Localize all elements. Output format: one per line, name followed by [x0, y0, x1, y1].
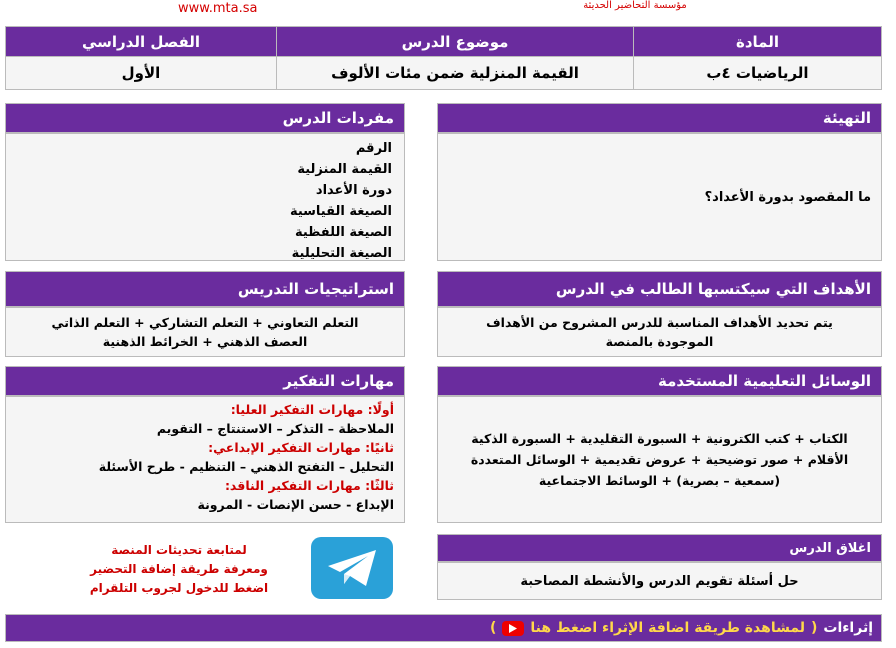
vocab-item: القيمة المنزلية [297, 162, 392, 177]
telegram-icon[interactable] [311, 537, 393, 599]
vocab-item: الصيغة اللفظية [294, 225, 392, 240]
thinking-text: الملاحظة – التذكر – الاستنتاج – التقويم [156, 421, 394, 436]
vocab-title: مفردات الدرس [5, 103, 405, 133]
goals-title: الأهداف التي سيكتسبها الطالب في الدرس [437, 271, 882, 307]
warmup-title: التهيئة [437, 103, 882, 133]
org-name: مؤسسة التحاضير الحديثة [583, 0, 687, 11]
term-value: الأول [5, 56, 277, 90]
tools-title: الوسائل التعليمية المستخدمة [437, 366, 882, 396]
topic-value: القيمة المنزلية ضمن مئات الألوف [276, 56, 634, 90]
enrichment-close-paren: ) [490, 620, 497, 636]
goals-body [437, 307, 882, 357]
enrichment-open-paren: ( [811, 620, 818, 636]
thinking-text: الإبداع - حسن الإنصات - المرونة [197, 497, 394, 512]
vocab-item: الصيغة التحليلية [291, 246, 392, 261]
thinking-heading: ثالثًا: مهارات التفكير الناقد: [224, 478, 394, 493]
site-url[interactable]: www.mta.sa [178, 1, 258, 16]
thinking-heading: أولًا: مهارات التفكير العليا: [230, 402, 394, 417]
paper-plane-icon [324, 546, 380, 590]
strategies-body [5, 307, 405, 357]
thinking-heading: ثانيًا: مهارات التفكير الإبداعي: [208, 440, 394, 455]
strategies-title: استراتيجيات التدريس [5, 271, 405, 307]
strategies-line: العصف الذهني + الخرائط الذهنية [102, 334, 308, 349]
thinking-body [5, 396, 405, 523]
vocab-item: دورة الأعداد [315, 183, 392, 198]
vocab-item: الرقم [355, 141, 392, 156]
tools-text: الكتاب + كتب الكترونية + السبورة التقليدية + السبورة الذكية الأقلام + صور توضيحية + عروض تقديمية + الوسائل المتعددة (سمعية – بصرية) + الوسائط الاجتماعية [470, 431, 849, 488]
term-header: الفصل الدراسي [5, 26, 277, 57]
youtube-icon[interactable] [502, 621, 524, 636]
vocab-body [5, 133, 405, 261]
closing-title: اغلاق الدرس [437, 534, 882, 562]
telegram-line: اضغط للدخول لجروب التلقرام [89, 580, 269, 595]
subject-value: الرياضيات ٤ب [633, 56, 882, 90]
tools-body [437, 396, 882, 523]
goals-text: يتم تحديد الأهداف المناسبة للدرس المشروح من الأهداف الموجودة بالمنصة [486, 315, 833, 349]
topic-header: موضوع الدرس [276, 26, 634, 57]
thinking-title: مهارات التفكير [5, 366, 405, 396]
telegram-line: لمتابعة تحديثات المنصة [111, 542, 247, 557]
subject-header: المادة [633, 26, 882, 57]
vocab-item: الصيغة القياسية [289, 204, 392, 219]
telegram-line: ومعرفة طريقة إضافة التحضير [90, 561, 268, 576]
warmup-body [437, 133, 882, 261]
thinking-text: التحليل – التفتح الذهني – التنظيم - طرح الأسئلة [98, 459, 394, 474]
closing-body [437, 562, 882, 600]
strategies-line: التعلم التعاوني + التعلم التشاركي + التعلم الذاتي [51, 315, 359, 330]
enrichment-link[interactable]: لمشاهدة طريقة اضافة الإثراء اضغط هنا [530, 620, 805, 636]
enrichment-label: إثراءات [823, 620, 873, 636]
closing-text: حل أسئلة تقويم الدرس والأنشطة المصاحبة [520, 573, 799, 589]
telegram-promo[interactable] [60, 538, 298, 600]
enrichment-bar [5, 614, 882, 642]
warmup-text: ما المقصود بدورة الأعداد؟ [704, 189, 871, 205]
